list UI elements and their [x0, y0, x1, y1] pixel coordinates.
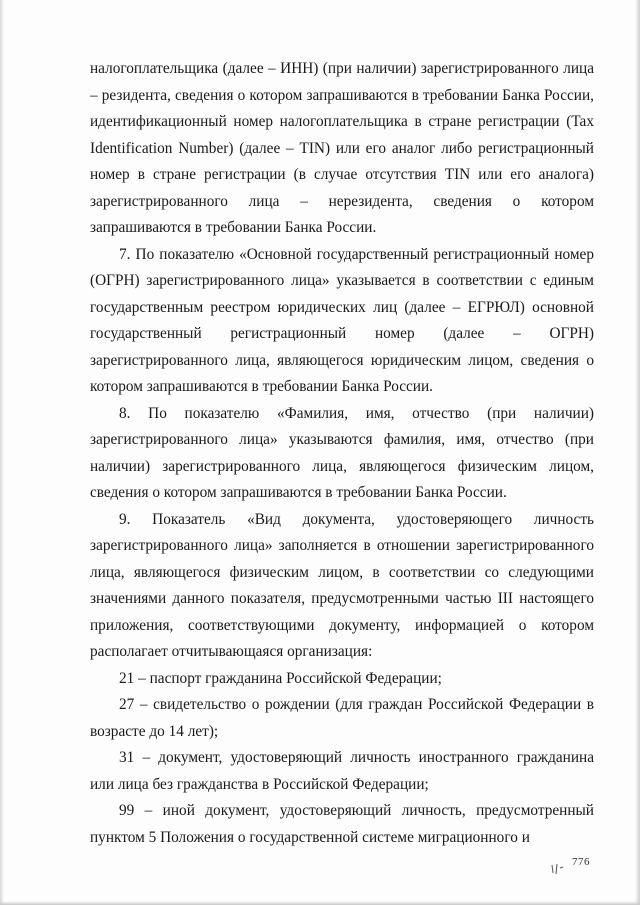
page-number: 776 [572, 856, 590, 868]
paragraph-item-8: 8. По показателю «Фамилия, имя, отчество (при наличии) зарегистрированного лица» указываются фамилия, имя, отчество (при наличии) зарегистрированного лица, являющегося физическим лицом, сведения о котором запрашиваются в требовании Банка России. [90, 404, 594, 501]
list-item-code-31: 31 – документ, удостоверяющий личность иностранного гражданина или лица без гражданства в Российской Федерации; [90, 749, 594, 793]
list-item-code-21: 21 – паспорт гражданина Российской Федерации; [119, 669, 442, 687]
scan-edge-bottom [0, 901, 640, 905]
scan-edge-right [635, 0, 640, 905]
scan-edge-left [0, 0, 4, 905]
paragraph-item-9: 9. Показатель «Вид документа, удостоверяющего личность зарегистрированного лица» заполняется в отношении зарегистрированного лица, являющегося физическим лицом, в соответствии со следующими значениями данного показателя, предусмотренными частью III настоящего приложения, соответствующими документу, информацией о котором располагает отчитывающаяся организация: [90, 510, 594, 660]
scan-mark-icon [550, 862, 568, 876]
list-item-code-99: 99 – иной документ, удостоверяющий личность, предусмотренный пунктом 5 Положения о государственной системе миграционного и [90, 802, 594, 846]
document-body [90, 56, 594, 851]
paragraph-continuation: налогоплательщика (далее – ИНН) (при наличии) зарегистрированного лица – резидента, сведения о котором запрашиваются в требовании Банка России, идентификационный номер налогоплательщика в стране регистрации (Tax Identification Number) (далее – TIN) или его аналог либо регистрационный номер в стране регистрации (в случае отсутствия TIN или его аналога) зарегистрированного лица – нерезидента, сведения о котором запрашиваются в требовании Банка России. [90, 60, 594, 236]
list-item-code-27: 27 – свидетельство о рождении (для граждан Российской Федерации в возрасте до 14 лет); [90, 696, 594, 740]
paragraph-item-7: 7. По показателю «Основной государственный регистрационный номер (ОГРН) зарегистрированного лица» указывается в соответствии с единым государственным реестром юридических лиц (далее – ЕГРЮЛ) основной государственный регистрационный номер (далее – ОГРН) зарегистрированного лица, являющегося юридическим лицом, сведения о котором запрашиваются в требовании Банка России. [90, 245, 594, 395]
